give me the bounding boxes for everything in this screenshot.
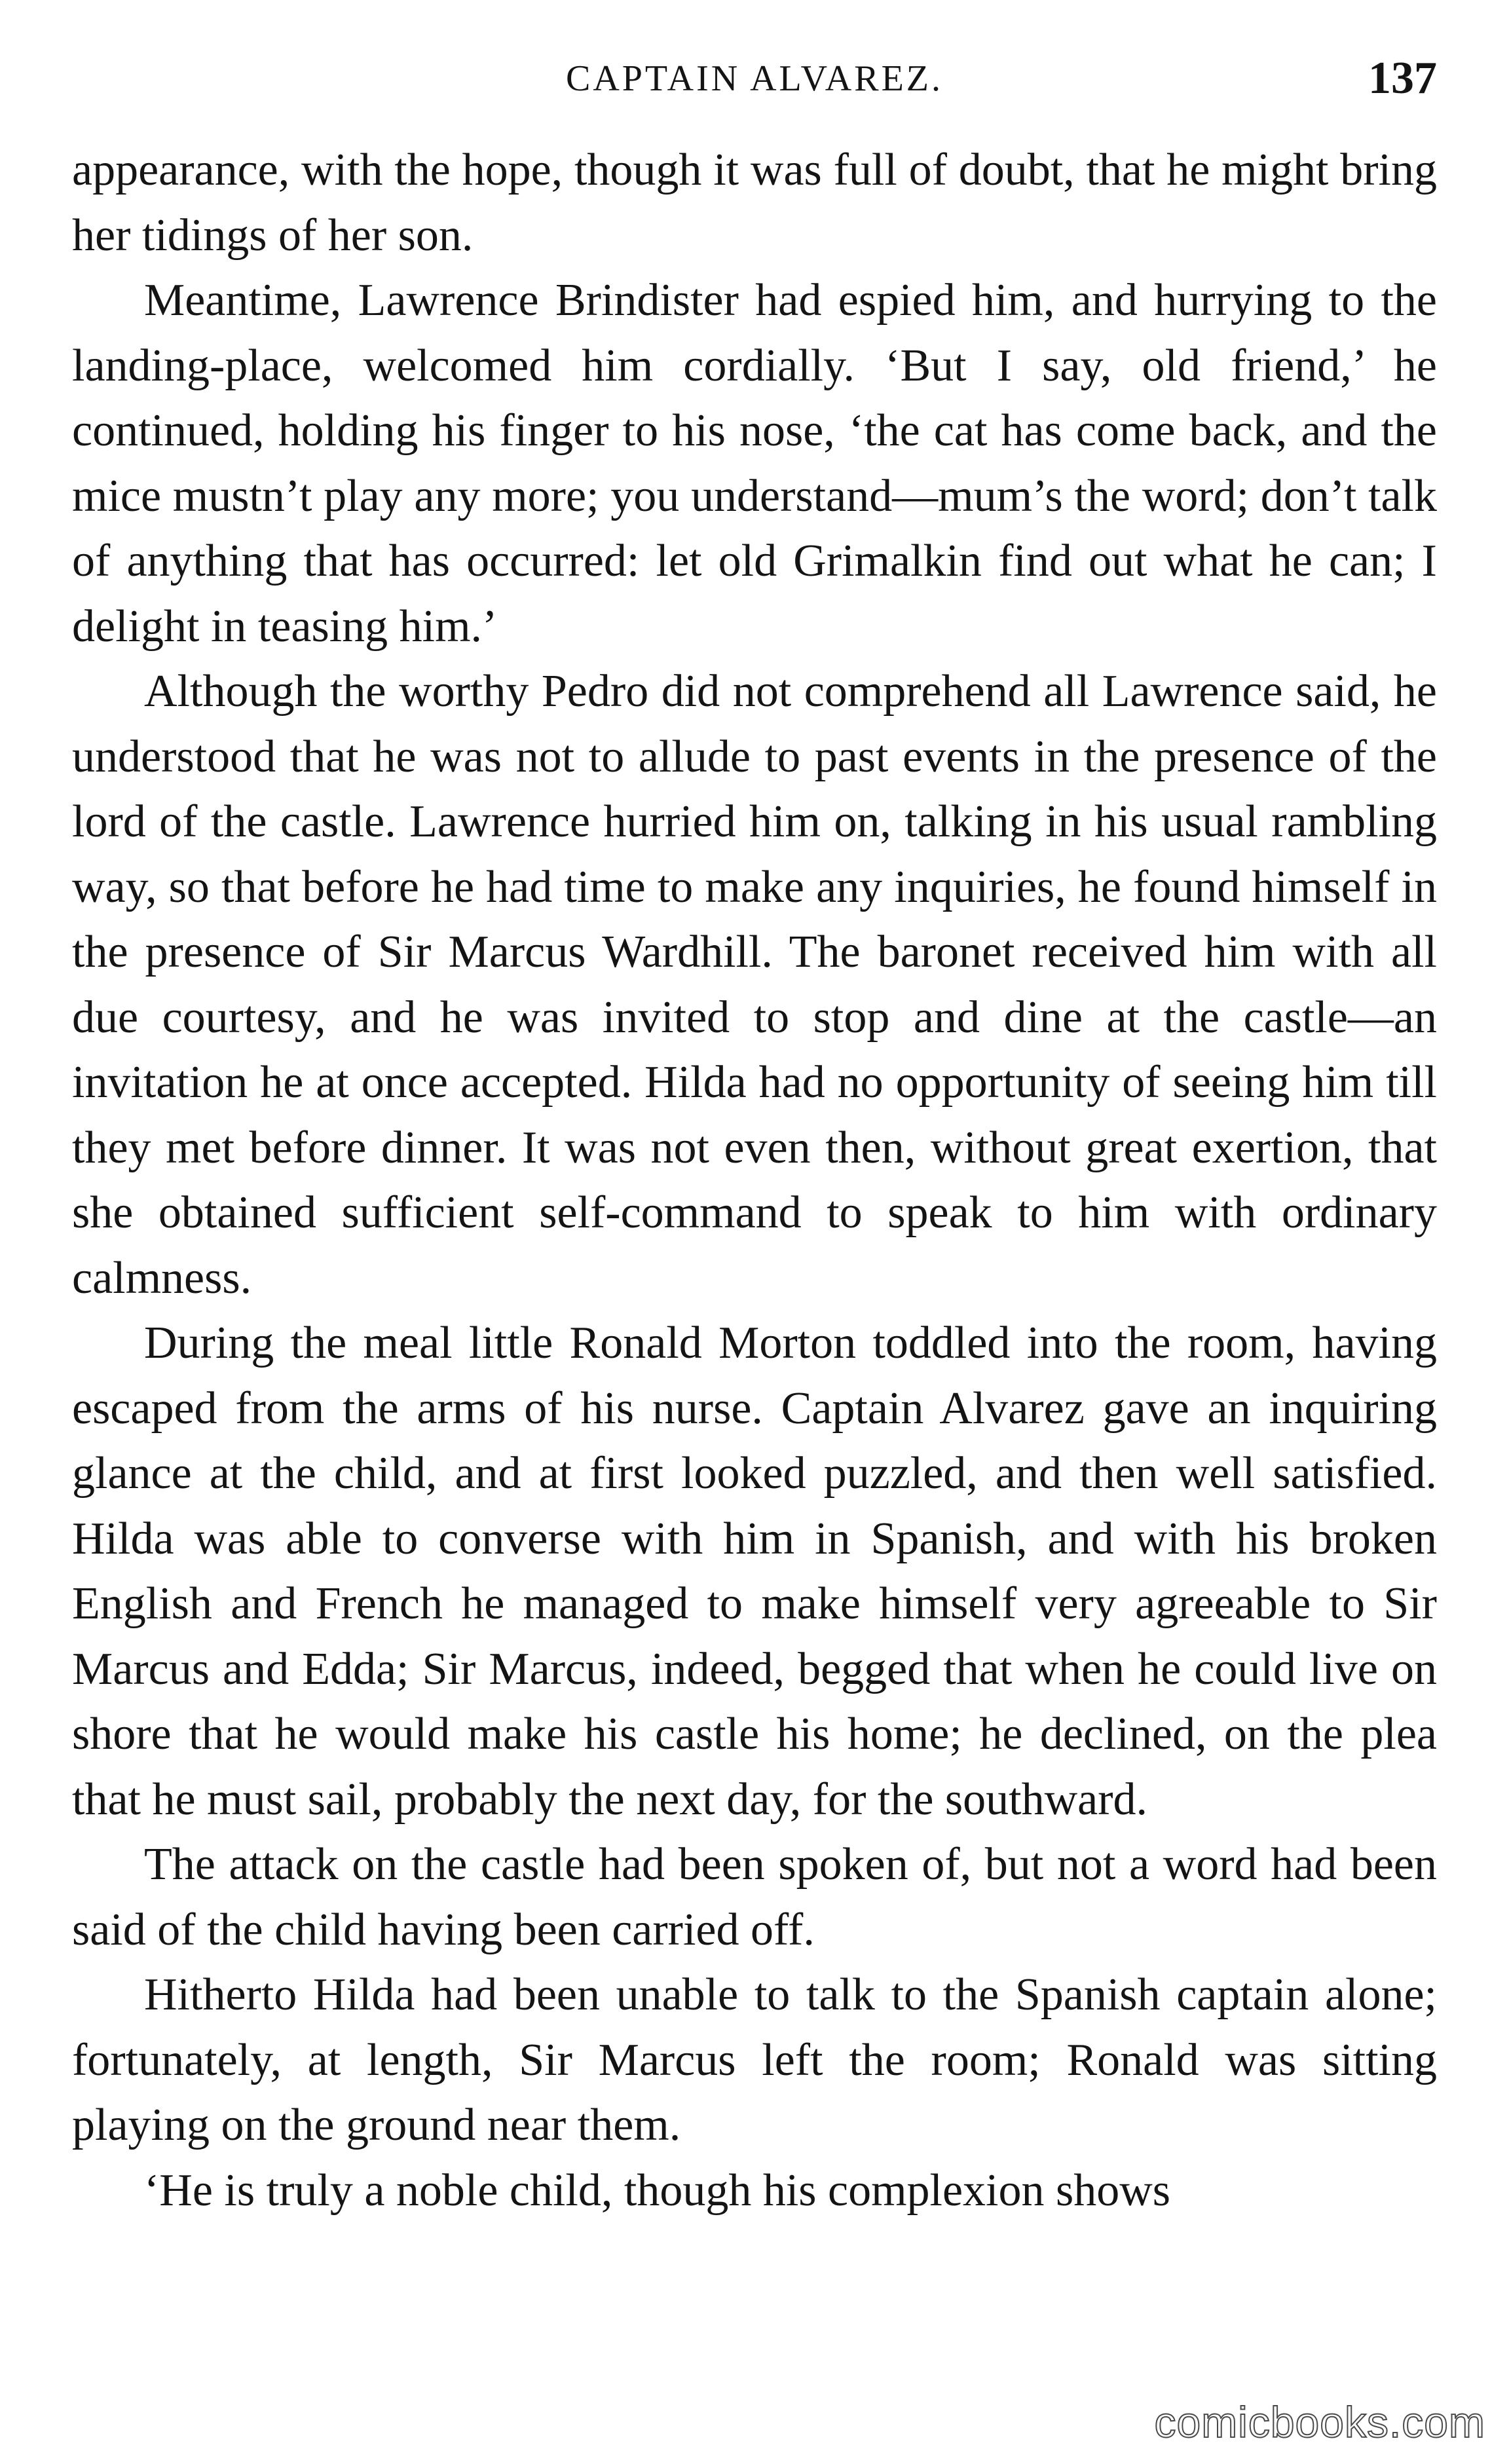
book-page (72, 39, 1437, 2423)
paragraph: During the meal little Ronald Morton toddled into the room, having escaped from the arms of his nurse. Captain Alvarez gave an inquiring glance at the child, and at first looked puzzled, and then well satisfied. Hilda was able to converse with him in Spanish, and with his broken English and French he managed to make himself very agreeable to Sir Marcus and Edda; Sir Marcus, indeed, begged that when he could live on shore that he would make his castle his home; he declined, on the plea that he must sail, probably the next day, for the southward. (72, 1318, 1437, 1825)
paragraph: Meantime, Lawrence Brindister had espied him, and hurrying to the landing-place, welcomed him cordially. ‘But I say, old friend,’ he continued, holding his finger to his nose, ‘the cat has come back, and the mice mustn’t play any more; you understand—mum’s the word; don’t talk of anything that has occurred: let old Grimalkin find out what he can; I delight in teasing him.’ (72, 275, 1437, 652)
paragraph: ‘He is truly a noble child, though his complexion shows (144, 2165, 1171, 2216)
paragraph: Hitherto Hilda had been unable to talk to the Spanish captain alone; fortunately, at length, Sir Marcus left the room; Ronald was sitting playing on the ground near them. (72, 1969, 1437, 2150)
body-text (72, 138, 1437, 2223)
paragraph-continued: appearance, with the hope, though it was full of doubt, that he might bring her tidings of her son. (72, 145, 1437, 261)
running-head (72, 52, 1437, 118)
paragraph: The attack on the castle had been spoken of, but not a word had been said of the child having been carried off. (72, 1839, 1437, 1955)
watermark: comicbooks.com (1154, 2398, 1485, 2446)
page-number: 137 (1368, 53, 1437, 103)
running-title: CAPTAIN ALVAREZ. (565, 58, 944, 99)
paragraph: Although the worthy Pedro did not comprehend all Lawrence said, he understood that he was not to allude to past events in the presence of the lord of the castle. Lawrence hurried him on, talking in his usual rambling way, so that before he had time to make any inquiries, he found himself in the presence of Sir Marcus Wardhill. The baronet received him with all due courtesy, and he was invited to stop and dine at the castle—an invitation he at once accepted. Hilda had no opportunity of seeing him till they met before dinner. It was not even then, without great exertion, that she obtained sufficient self-command to speak to him with ordinary calmness. (72, 666, 1437, 1303)
